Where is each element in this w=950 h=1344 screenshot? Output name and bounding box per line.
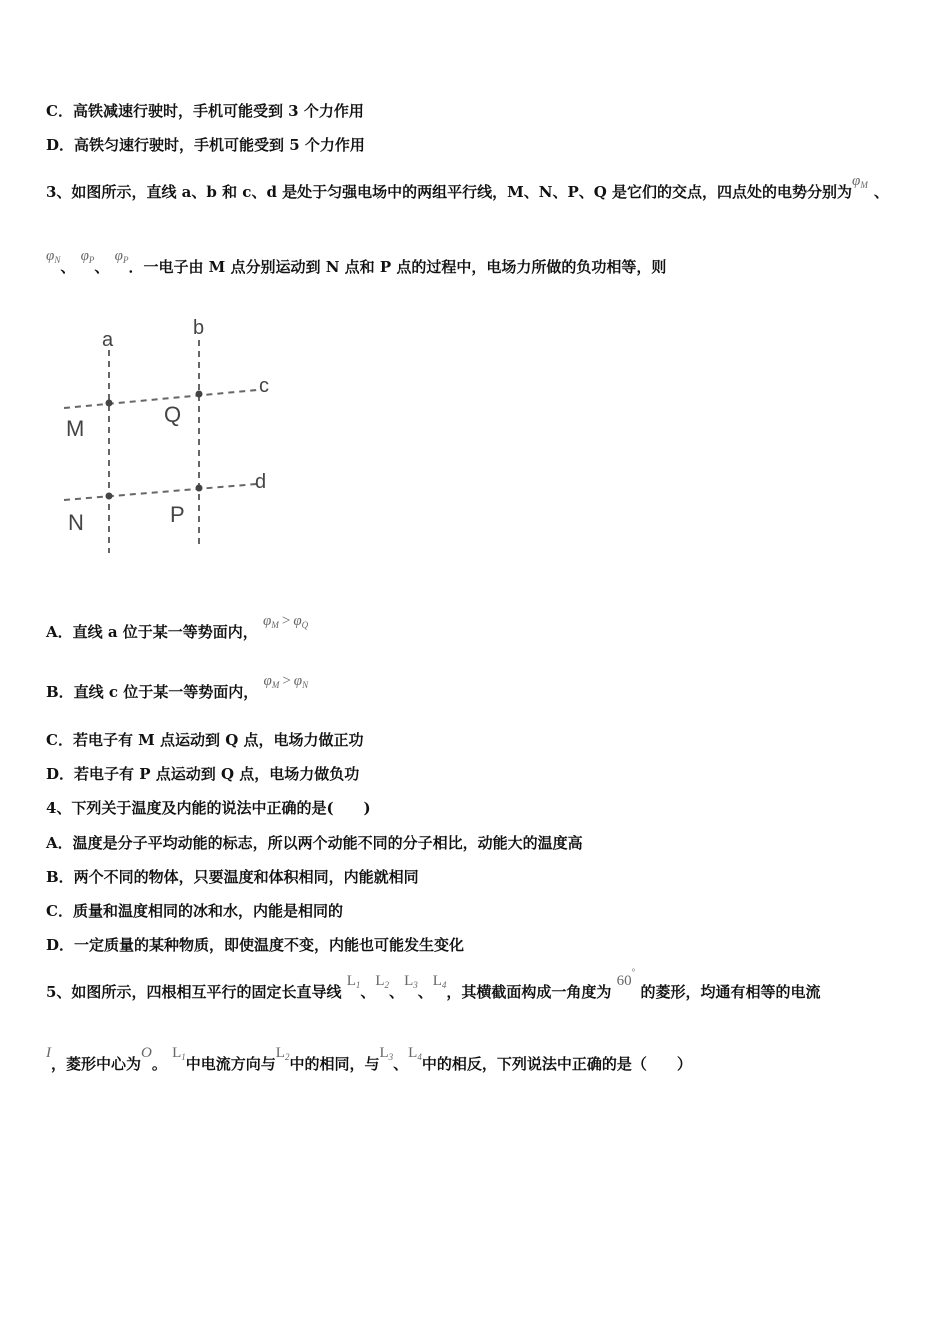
- point-m: [106, 400, 113, 407]
- label-m: M: [66, 416, 85, 441]
- wire-l3-ref: $L_3$: [379, 1045, 394, 1062]
- q3-text-1: 3、如图所示，直线 a、b 和 c、d 是处于匀强电场中的两组平行线，M、N、P、Q 是它们的交点，四点处的电势分别为: [46, 183, 853, 201]
- wire-l2: $L_2$: [375, 973, 390, 990]
- phi-m: $\varphi_M$: [852, 173, 868, 190]
- current-i: I: [46, 1045, 51, 1061]
- question-3-option-b: B．直线 c 位于某一等势面内， $\varphi_M > \varphi_N$: [46, 673, 309, 701]
- q3-text-2: ．一电子由 M 点分别运动到 N 点和 P 点的过程中，电场力所做的负功相等，则: [128, 258, 667, 276]
- phi-m-gt-phi-q: $\varphi_M > \varphi_Q$: [263, 613, 309, 630]
- question-3-stem-line1: 3、如图所示，直线 a、b 和 c、d 是处于匀强电场中的两组平行线，M、N、P、Q 是它们的交点，四点处的电势分别为$\varphi_M$ 、: [46, 173, 889, 201]
- label-b: b: [193, 317, 205, 339]
- phi-p-2: $\varphi_P$: [114, 248, 129, 265]
- question-3-stem-line2: $\varphi_N$、 $\varphi_P$、 $\varphi_P$．一电子由 M 点分别运动到 N 点和 P 点的过程中，电场力所做的负功相等，则: [46, 248, 667, 276]
- question-3-option-a: A．直线 a 位于某一等势面内， $\varphi_M > \varphi_Q$: [46, 613, 309, 641]
- point-n: [106, 493, 113, 500]
- question-4-stem: 4、下列关于温度及内能的说法中正确的是( ): [46, 799, 371, 817]
- line-c: [64, 390, 257, 408]
- question-5-stem-line2: I，菱形中心为O。 $L_1$中电流方向与$L_2$中的相同，与$L_3$、$L_4$中的相反，下列说法中正确的是（ ）: [46, 1045, 692, 1073]
- field-lines-figure: [52, 308, 292, 558]
- phi-n: $\varphi_N$: [46, 248, 61, 265]
- phi-m-gt-phi-n: $\varphi_M > \varphi_N$: [263, 673, 309, 690]
- question-5-stem-line1: 5、如图所示，四根相互平行的固定长直导线 $L_1$、$L_2$、$L_3$、$L_4$，其横截面构成一角度为 60° 的菱形，均通有相等的电流: [46, 967, 821, 1001]
- question-4-option-c: C．质量和温度相同的冰和水，内能是相同的: [46, 902, 343, 920]
- question-4-option-d: D．一定质量的某种物质，即使温度不变，内能也可能发生变化: [46, 936, 465, 954]
- question-3-option-c: C．若电子有 M 点运动到 Q 点，电场力做正功: [46, 731, 364, 749]
- wire-l4-ref: $L_4$: [408, 1045, 422, 1062]
- angle-60: 60°: [616, 967, 636, 989]
- point-q: [196, 391, 203, 398]
- line-d: [64, 484, 257, 500]
- wire-l1-ref: $L_1$: [172, 1045, 186, 1062]
- question-4-option-a: A．温度是分子平均动能的标志，所以两个动能不同的分子相比，动能大的温度高: [46, 834, 583, 852]
- option-d-prev: D．高铁匀速行驶时，手机可能受到 5 个力作用: [46, 136, 365, 154]
- center-o: O: [141, 1045, 152, 1061]
- label-d: d: [255, 471, 267, 493]
- question-3-option-d: D．若电子有 P 点运动到 Q 点，电场力做负功: [46, 765, 360, 783]
- wire-l1: $L_1$: [346, 973, 361, 990]
- wire-l3: $L_3$: [404, 973, 418, 990]
- wire-l4: $L_4$: [432, 973, 447, 990]
- label-n: N: [68, 510, 84, 535]
- question-4-option-b: B．两个不同的物体，只要温度和体积相同，内能就相同: [46, 868, 419, 886]
- phi-p-1: $\varphi_P$: [80, 248, 95, 265]
- option-c-prev: C．高铁减速行驶时，手机可能受到 3 个力作用: [46, 102, 364, 120]
- label-p: P: [170, 502, 185, 527]
- label-a: a: [102, 329, 114, 351]
- point-p: [196, 485, 203, 492]
- wire-l2-ref: $L_2$: [275, 1045, 290, 1062]
- label-q: Q: [164, 402, 182, 427]
- label-c: c: [259, 375, 269, 397]
